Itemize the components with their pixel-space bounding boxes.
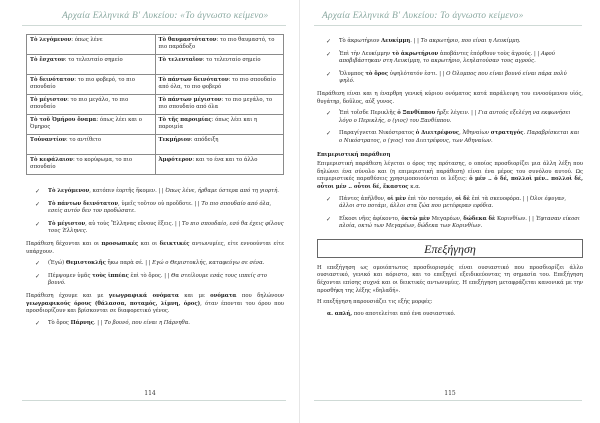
table-cell: Τὸ δεινότατον: το πιο φοβερό, το πιο σπουδαίο (27, 75, 156, 95)
check-icon: ✓ (326, 215, 332, 223)
check-icon: ✓ (35, 260, 41, 268)
check-icon: ✓ (326, 50, 332, 58)
table-row (27, 135, 284, 155)
bullet-text: Ἐπὶ τοῖσδε Περικλῆς ὁ Ξανθίππου ἤρξε λέγειν. | | Για αυτούς εξελέγη να εκφωνήσει λόγο ο Περικλής, ο (γιος) του Ξανθίππου. (339, 110, 571, 124)
table-cell: Τὸ ἔσχατον: το τελευταίο σημείο (27, 55, 156, 75)
bullet-item (26, 320, 284, 328)
bullet-item (317, 216, 583, 231)
table-cell: Τὸ τελευταῖον: το τελευταίο σημείο (155, 55, 284, 75)
bullet-text: Τὸ ἀκρωτήριον Λευκίμμη. | | Το ακρωτήριο, που είναι η Λευκίμμη. (339, 38, 521, 44)
right-content (317, 34, 583, 322)
bullet-item (317, 130, 583, 145)
left-bullets-1 (26, 188, 284, 236)
left-bullets-2 (26, 260, 284, 288)
bullet-item (317, 196, 583, 211)
table-cell: Τὸ μέγιστον: το πιο μεγάλο, το πιο σπουδαίο (27, 95, 156, 115)
left-para-1: Παράθεση δέχονται και οι προσωπικές και οι δεικτικές αντωνυμίες, είτε εννοούνται είτε υπάρχουν. (26, 240, 284, 255)
table-cell: Τὸ λεγόμενον: όπως λένε (27, 35, 156, 55)
bullet-text: Παραγίγνεται Νικόστρατος ὁ Διειτρέφους, Ἀθηναίων στρατηγός. Παραβρίσκεται και ο Νικόστρατος, ο (γιος) του Διειτρέφους, των Αθηναίων. (339, 130, 580, 144)
check-icon: ✓ (326, 130, 332, 138)
lettered-item-a: α. απλή, που αποτελείται από ένα ουσιαστικό. (327, 310, 456, 317)
check-icon: ✓ (326, 110, 332, 118)
right-bullets-3 (317, 196, 583, 231)
bullet-item (317, 38, 583, 46)
bullet-item (317, 110, 583, 125)
vocabulary-table (26, 34, 284, 175)
check-icon: ✓ (35, 220, 41, 228)
left-content (26, 34, 284, 332)
check-icon: ✓ (35, 200, 41, 208)
check-icon: ✓ (326, 195, 332, 203)
table-cell: Τὸ κεφάλαιον: το κορύφωμα, το πιο σπουδαίο (27, 155, 156, 175)
table-cell: Τὸ τῆς παροιμίας: όπως λέει και η παροιμία (155, 115, 284, 135)
section-subheading: Επιμεριστική παράθεση (317, 151, 391, 158)
bullet-item (26, 201, 284, 216)
bullet-text: Τὸ πάντων δεινότατον, ὑμεῖς τοῦτον οὐ προὔδοτε. | | Το πιο σπουδαίο από όλα, εσείς αυτόν δεν τον προδώσατε. (48, 200, 272, 215)
bullet-text: Ὄλυμπος τὸ ὄρος ὑψηλότατόν ἐστι. | | Ο Όλυμπος που είναι βουνό είναι πάρα πολύ ψηλό. (339, 70, 567, 85)
table-cell: Ἀμφότερον: και το ένα και το άλλο (155, 155, 284, 175)
table-cell: Τεκμήριον: απόδειξη (155, 135, 284, 155)
right-para-1: Παράθεση είναι και η έναρθρη γενική κύριου ονόματος κατά παράλειψη του εννοούμενου υἱός, θυγάτηρ, δοῦλος, αὐξ γυνος. (317, 90, 583, 105)
check-icon: ✓ (35, 272, 41, 280)
check-icon: ✓ (35, 319, 41, 327)
right-bullets-2 (317, 110, 583, 145)
table-row (27, 155, 284, 175)
bullet-text: Πέμψομεν ὑμᾶς τοὺς ἱππέας ἐπὶ τὸ ὄρος. | | Θα στείλουμε εσάς τους ιππείς στο βουνό. (48, 272, 267, 287)
bullet-text: Ἐπὶ τὴν Λευκίμμην τὸ ἀκρωτήριον ἀποβάντες ἐπόρθουν τοὺς ἀγρούς. | | Αφού αποβιβάστηκαν στη Λευκίμμη, το ακρωτήριο, λεηλατούσαν τους αγρούς. (339, 50, 555, 65)
bullet-item (26, 221, 284, 236)
table-cell: Τὸ πάντων μέγιστον: το πιο μεγάλο, το πιο σπουδαίο από όλα (155, 95, 284, 115)
left-header-rule (22, 25, 286, 26)
left-bullets-3 (26, 320, 284, 328)
table-cell: Τὸ πάντων δεινότατον: το πιο σπουδαίο από όλα, το πιο φοβερό (155, 75, 284, 95)
right-para-2: Επιμεριστική παράθεση λέγεται ο όρος της πρότασης, ο οποίος προσδιορίζει μια άλλη λέξη που δηλώνει ένα σύνολο και (η επιμεριστική παράθεση) είναι ένα μέρος του συνόλου αυτού. Ως επιμεριστικές παραθέσεις χρησιμοποιούνται οι λέξεις: ὁ μέν .. ὁ δέ, πολλοὶ μέν.. πολλοὶ δέ, οὗτοι μέν .. οὗτοι δέ, ἕκαστος κ.α. (317, 161, 583, 190)
left-para-2: Παράθεση έχουμε και με γεωγραφικά ονόματα και με ονόματα που δηλώνουν γεωγραφικούς όρους (θάλασσα, ποταμός, λίμνη, όρος), όταν έπονται του όρου που προσδιορίζουν και βρίσκονται σε διαφορετικό γένος. (26, 292, 285, 315)
right-para-4: Η επεξήγηση παρουσιάζει τις εξής μορφές: (317, 299, 433, 306)
bullet-item (26, 273, 284, 288)
right-footer-rule (314, 400, 582, 401)
bullet-item (26, 260, 284, 268)
left-page-number: 114 (144, 390, 156, 397)
check-icon: ✓ (326, 38, 332, 45)
right-page-number: 115 (444, 390, 456, 397)
bullet-text: Εἴκοσι νῆες ἀφίκοντο, ὀκτὼ μὲν Μεγαρέων, δώδεκα δὲ Κορινθίων. | | Έφτασαν είκοσι πλοία, οκτώ των Μεγαρέων, δώδεκα των Κορινθίων. (339, 215, 580, 230)
table-cell: Τὸ θαυμαστότατον: το πιο θαυμαστό, το πιο παράδοξο (155, 35, 284, 55)
bullet-text: Πάντες ἀπῆλθον, οἱ μὲν ἐπὶ τὸν ποταμόν, οἱ δὲ ἐπὶ τὰ σκευοφόρα. | | Όλοι έφυγαν, άλλοι στο ποτάμι, άλλοι στα ζώα που μετέφεραν εφόδια. (339, 195, 567, 210)
bullet-text: Τὸ μέγιστον, αὐ τοὺς Ἕλληνας εὔνους ἕξεις. | | Το πιο σπουδαίο, εσύ θα έχεις φίλους τους Έλληνες. (48, 220, 284, 235)
right-header-rule (314, 25, 582, 26)
section-title-box: Επεξήγηση (317, 239, 583, 258)
right-bullets-1 (317, 38, 583, 86)
table-row (27, 75, 284, 95)
bullet-text: Τὸ ὄρος Πάρνης. | | Το βουνό, που είναι η Πάρνηθα. (48, 319, 190, 326)
table-row (27, 55, 284, 75)
table-row (27, 35, 284, 55)
table-cell: Τοὐναντίον: το αντίθετο (27, 135, 156, 155)
bullet-text: Τὸ λεγόμενον, κατόπιν ἑορτῆς ἥκομεν. | | Όπως λένε, ήρθαμε ύστερα από τη γιορτή. (48, 188, 279, 194)
bullet-item (26, 188, 284, 196)
check-icon: ✓ (35, 188, 41, 195)
left-header-title: Αρχαία Ελληνικά Β' Λυκείου: «Το άγνωστο κείμενο» (62, 11, 269, 21)
bullet-item (317, 71, 583, 86)
table-row (27, 115, 284, 135)
check-icon: ✓ (326, 70, 332, 78)
right-header-title: Αρχαία Ελληνικά Β' Λυκείου: Το άγνωστο κείμενο» (322, 11, 524, 21)
table-cell: Τὸ τοῦ Ὁμήρου ὄναμα: όπως λέει και ο Όμηρος (27, 115, 156, 135)
right-page (300, 0, 600, 423)
bullet-text: (Ἐγώ) Θεμιστοκλῆς ἥκω παρὰ σέ. | | Εγώ ο Θεμιστοκλής, καταφεύγω σε σένα. (48, 260, 265, 267)
bullet-item (317, 51, 583, 66)
table-row (27, 95, 284, 115)
right-para-3: Η επεξήγηση ως ομοιόπτωτος προσδιορισμός είναι ουσιαστικό που προσδιορίζει άλλο ουσιαστικό, γενικό και αόριστο, και το επεξηγεί εξειδικεύοντας τη σημασία του. Επεξήγηση δέχονται επίσης συχνά και οι δεικτικές αντωνυμίες. Η επεξήγηση μεταφράζεται κανονικά με την προσθήκη της λέξης «δηλαδή». (317, 264, 583, 294)
left-footer-rule (22, 400, 286, 401)
